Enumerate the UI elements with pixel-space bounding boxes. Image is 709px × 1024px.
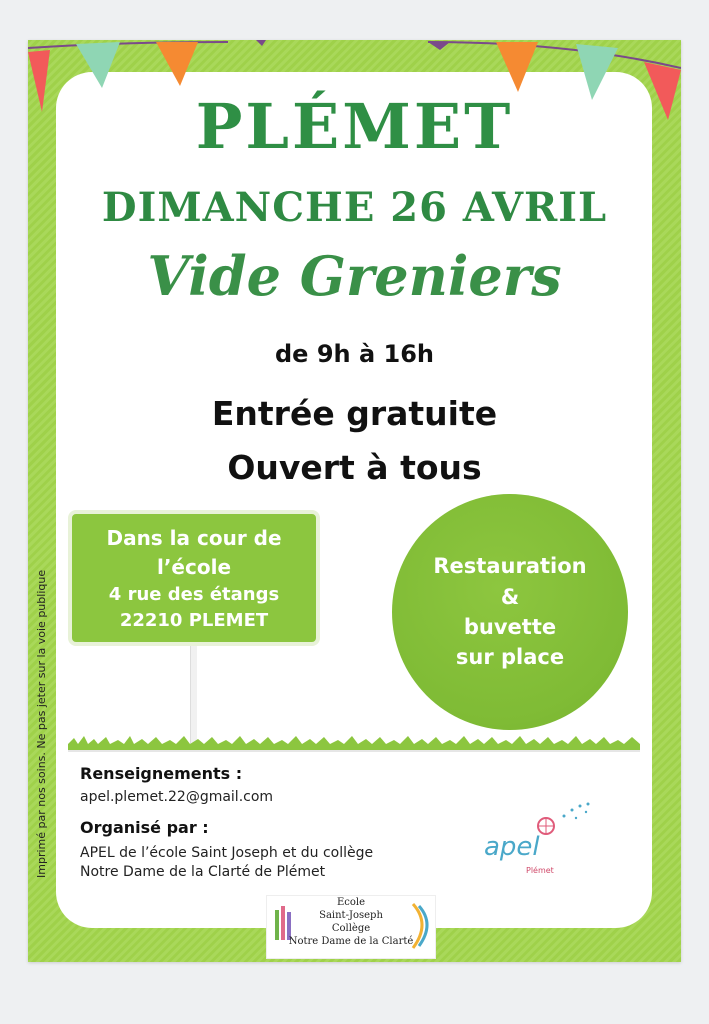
free-entry: Entrée gratuite (211, 394, 498, 433)
school-line: Collège (331, 923, 371, 934)
location-line: Dans la cour de (106, 526, 282, 550)
location-postcode: 22210 PLEMET (119, 610, 269, 632)
info-heading: Renseignements : (80, 764, 243, 783)
divider (68, 750, 640, 752)
food-circle (392, 494, 628, 730)
food-line: buvette (463, 615, 557, 639)
print-notice: Imprimé par nos soins. Ne pas jeter sur la voie publique (35, 569, 48, 878)
apel-sub: Plémet (526, 866, 554, 875)
organizer-text (80, 844, 373, 882)
school-logo (266, 895, 436, 959)
food-line: sur place (455, 645, 565, 670)
grass-strip (68, 732, 640, 752)
organizer-heading: Organisé par : (80, 818, 209, 837)
school-logo-text (267, 896, 435, 948)
organizer-line: APEL de l’école Saint Joseph et du collège (80, 845, 374, 861)
apel-word: apel (484, 832, 540, 862)
contact-email: apel.plemet.22@gmail.com (80, 789, 274, 805)
location-line: l’école (156, 555, 232, 579)
sign-post (190, 646, 197, 746)
apel-logo (482, 798, 592, 878)
town-title: PLÉMET (195, 90, 514, 163)
opening-hours: de 9h à 16h (275, 340, 434, 368)
open-to-all: Ouvert à tous (227, 448, 482, 487)
food-line: Restauration (433, 554, 587, 579)
organizer-line: Notre Dame de la Clarté de Plémet (80, 863, 326, 880)
event-title: Vide Greniers (147, 244, 562, 308)
school-line: Ecole (336, 897, 366, 908)
school-line: Saint-Joseph (319, 910, 383, 921)
poster (28, 40, 681, 962)
school-line: Notre Dame de la Clarté (288, 936, 414, 947)
date-title: DIMANCHE 26 AVRIL (101, 184, 608, 231)
food-line: & (500, 584, 520, 609)
location-street: 4 rue des étangs (108, 584, 280, 605)
location-sign (68, 510, 320, 646)
